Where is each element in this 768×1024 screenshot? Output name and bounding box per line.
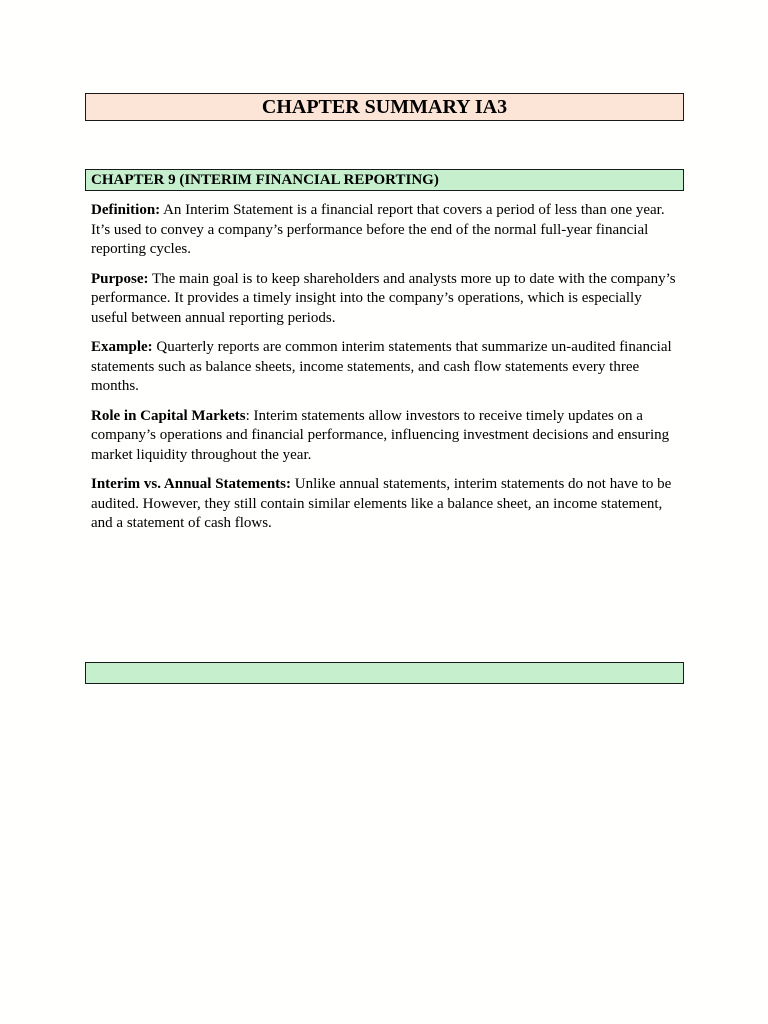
comparison-text: Unlike annual statements, interim statements do not have to be audited. However, they still contain similar elements like a balance sheet, an income statement, and a statement of cash flows. [91,476,672,531]
example-label: Example: [91,339,153,355]
definition-paragraph [91,201,681,260]
comparison-label: Interim vs. Annual Statements: [91,476,292,492]
example-paragraph [91,338,681,397]
document-title: CHAPTER SUMMARY IA3 [261,96,508,118]
empty-section-box [85,662,684,684]
example-text: Quarterly reports are common interim statements that summarize un-audited financial statements such as balance sheets, income statements, and cash flow statements every three months. [91,339,672,394]
comparison-paragraph [91,475,681,534]
definition-text: An Interim Statement is a financial report that covers a period of less than one year. It’s used to convey a company’s performance before the end of the normal full-year financial reporting cycles. [91,202,665,257]
section-heading: CHAPTER 9 (INTERIM FINANCIAL REPORTING) [91,172,439,188]
purpose-label: Purpose: [91,270,149,287]
purpose-paragraph [91,270,681,329]
section-heading-box [85,169,684,191]
definition-label: Definition: [91,202,161,218]
role-paragraph [91,407,681,466]
role-text: : Interim statements allow investors to receive timely updates on a company’s operations and financial performance, influencing investment decisions and ensuring market liquidity throughout the year. [91,407,670,463]
purpose-text: The main goal is to keep shareholders and analysts more up to date with the company’s performance. It provides a timely insight into the company’s operations, which is especially useful between annual reporting periods. [91,270,676,326]
section-body [91,201,681,544]
role-label: Role in Capital Markets [91,407,246,424]
document-title-box [85,93,684,121]
